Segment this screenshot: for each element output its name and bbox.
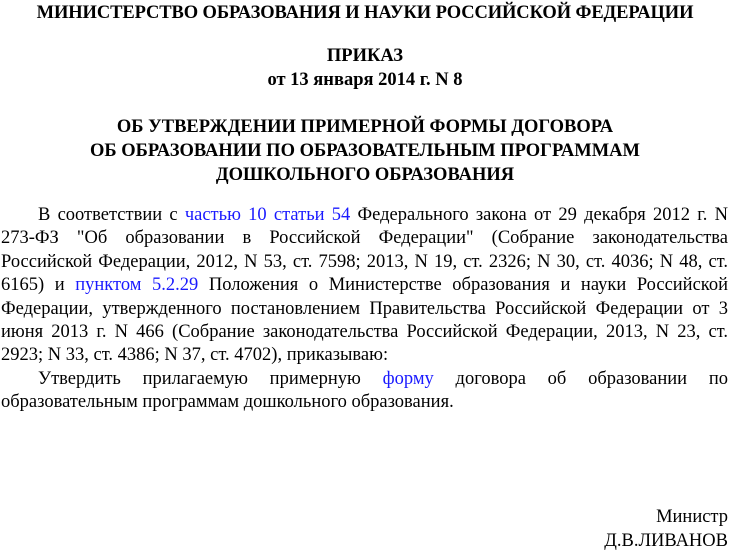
title-line-1: ОБ УТВЕРЖДЕНИИ ПРИМЕРНОЙ ФОРМЫ ДОГОВОРА: [116, 117, 614, 137]
paragraph-1-text-c: Положения о Министерстве образования и науки Российской Федерации, утвержденного постановлением Правительства Российской Федерации от 3 июня 2013 г. N 466 (Собрание законодательства Российской Федерации, 2013, N 23, ст. 2923; N 33, ст. 4386; N 37, ст. 4702), приказываю:: [1, 275, 728, 366]
link-clause-5-2-29[interactable]: пунктом 5.2.29: [75, 275, 199, 296]
link-form[interactable]: форму: [382, 368, 434, 389]
title-line-3: ДОШКОЛЬНОГО ОБРАЗОВАНИЯ: [215, 165, 515, 185]
signature-block: [604, 505, 728, 553]
title-line-2: ОБ ОБРАЗОВАНИИ ПО ОБРАЗОВАТЕЛЬНЫМ ПРОГРАММАМ: [90, 141, 640, 161]
order-heading: [0, 44, 730, 92]
paragraph-2-text-a: Утвердить прилагаемую примерную: [38, 368, 383, 389]
paragraph-1-text-b: Федерального закона от 29 декабря 2012 г. N 273-ФЗ "Об образовании в Российской Федерации" (Собрание законодательства Российской Федерации, 2012, N 53, ст. 7598; 2013, N 19, ст. 2326; N 30, ст. 4036; N 48, ст. 6165) и: [1, 205, 729, 296]
document-body: [1, 204, 728, 415]
paragraph-2-text-b: договора об образовании по образовательным программам дошкольного образования.: [1, 368, 728, 413]
signer-name: Д.В.ЛИВАНОВ: [604, 531, 728, 551]
document-title: [0, 115, 730, 187]
link-part-10-article-54[interactable]: частью 10 статьи 54: [184, 205, 351, 225]
paragraph-1: [1, 204, 728, 368]
order-date-number: от 13 января 2014 г. N 8: [267, 70, 463, 90]
ministry-heading: МИНИСТЕРСТВО ОБРАЗОВАНИЯ И НАУКИ РОССИЙСКОЙ ФЕДЕРАЦИИ: [36, 3, 694, 23]
paragraph-1-text-a: В соответствии с: [38, 205, 185, 225]
order-type: ПРИКАЗ: [326, 46, 404, 66]
paragraph-2: [1, 368, 728, 415]
signer-position: Министр: [656, 507, 728, 527]
